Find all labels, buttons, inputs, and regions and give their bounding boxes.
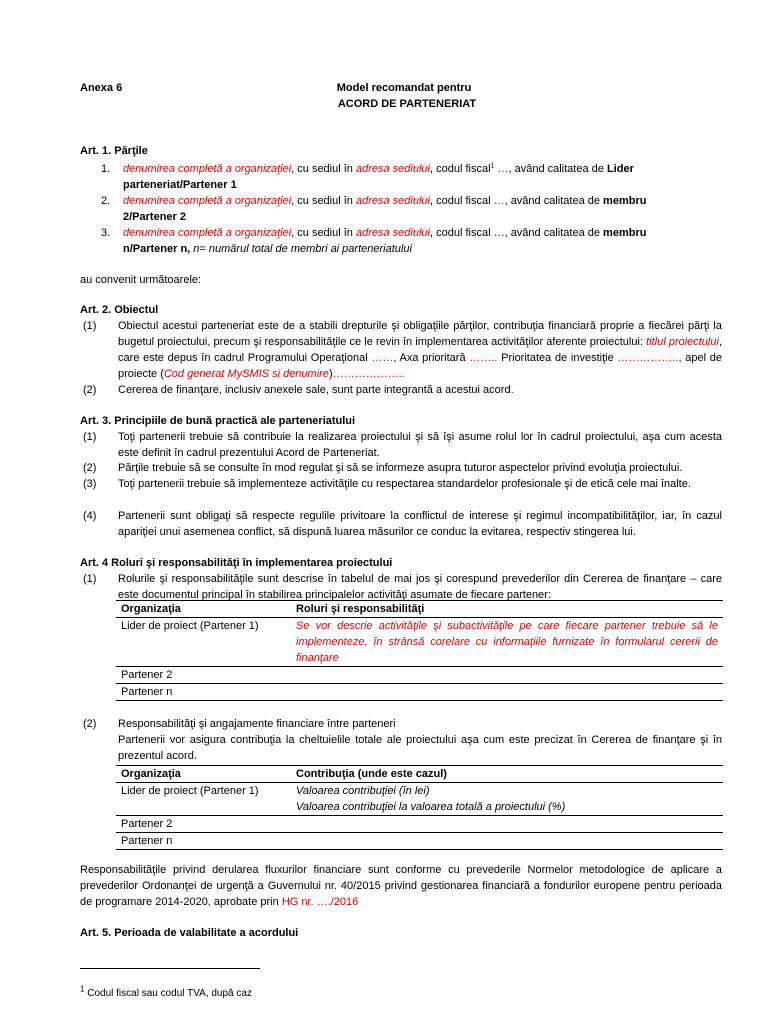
art3-item-3: Toţi partenerii trebuie să implementeze activităţile cu respectarea standardelor profesionale şi de etică cele mai înalte. bbox=[118, 478, 691, 490]
footnote-divider bbox=[80, 968, 260, 969]
art3-item-4: Partenerii sunt obligaţi să respecte regulile privitoare la conflictul de interese şi regimul incompatibilităţilor, iar, în cazul apariţiei unui asemenea conflict, să dispună luarea măsurilor ce conduc la evitarea, respectiv stingerea lui. bbox=[118, 510, 722, 538]
art4-heading: Art. 4 Roluri şi responsabilităţi în implementarea proiectului bbox=[80, 557, 393, 569]
art3-heading: Art. 3. Principiile de bună practică ale parteneriatului bbox=[80, 415, 356, 427]
art1-item-1-number: 1. bbox=[101, 163, 111, 175]
art2-p1-number: (1) bbox=[83, 320, 97, 332]
table-header-row bbox=[116, 766, 723, 783]
agreed-text: au convenit următoarele: bbox=[80, 274, 202, 286]
art1-item-3-number: 3. bbox=[101, 227, 111, 239]
table-header-cell: Roluri şi responsabilităţi bbox=[291, 601, 723, 618]
table-header-cell: Organizaţia bbox=[116, 766, 291, 783]
financial-flows-paragraph: Responsabilităţile privind derularea fluxurilor financiare sunt conforme cu prevederile Normelor metodologice de aplicare a prevederilor Ordonanţei de urgenţă a Guvernului nr. 40/2015 privind gestionarea financiară a fondurilor europene pentru perioada de programare 2014-2020, aprobate prin HG nr. …./2016 bbox=[80, 864, 722, 908]
table-row bbox=[116, 684, 723, 701]
table-cell: Se vor descrie activităţile şi subactivităţile pe care fiecare partener trebuie să le implementeze, în strânsă corelare cu informaţiile furnizate în formularul cererii de finanţare bbox=[291, 618, 723, 667]
art1-item-1: denumirea completă a organizaţiei, cu sediul în adresa sediului, codul fiscal$^1$ …, având calitatea de Lider parteneriat/Partener 1 bbox=[123, 162, 634, 191]
table-header-row bbox=[116, 601, 723, 618]
footnote-ref: 1 bbox=[490, 162, 495, 170]
art1-item-3: denumirea completă a organizaţiei, cu sediul în adresa sediului, codul fiscal …, având calitatea de membru n/Partener n, n= numărul total de membri ai parteneriatului bbox=[123, 227, 647, 255]
title-line-1: Model recomandat pentru bbox=[336, 82, 472, 94]
art1-item-2: denumirea completă a organizaţiei, cu sediul în adresa sediului, codul fiscal …, având calitatea de membru 2/Partener 2 bbox=[123, 195, 647, 223]
art1-item-2-number: 2. bbox=[101, 195, 111, 207]
art3-item-1: Toţi partenerii trebuie să contribuie la realizarea proiectului şi să îşi asume rolul lor în cadrul proiectului, aşa cum acesta este definit în cadrul prezentului Acord de Parteneriat. bbox=[118, 431, 722, 459]
table-row bbox=[116, 618, 723, 667]
table-row bbox=[116, 667, 723, 684]
table-header-cell: Organizaţia bbox=[116, 601, 291, 618]
footnote: $^1$ Codul fiscal sau codul TVA, după caz bbox=[80, 984, 252, 999]
art4-paragraph-1: Rolurile şi responsabilităţile sunt descrise în tabelul de mai jos şi corespund prevederilor din Cererea de finanţare – care este documentul principal în stabilirea principalelor activităţi asumate de fiecare partener: bbox=[118, 573, 722, 601]
table-cell bbox=[291, 684, 723, 701]
contribution-table bbox=[116, 765, 723, 850]
title-line-2: ACORD DE PARTENERIAT bbox=[337, 98, 477, 110]
table-cell: Lider de proiect (Partener 1) bbox=[116, 783, 291, 816]
table-cell: Lider de proiect (Partener 1) bbox=[116, 618, 291, 667]
annex-label: Anexa 6 bbox=[80, 82, 123, 94]
roles-table bbox=[116, 600, 723, 701]
art1-heading: Art. 1. Părţile bbox=[80, 145, 148, 157]
table-row bbox=[116, 833, 723, 850]
art5-heading: Art. 5. Perioada de valabilitate a acordului bbox=[80, 927, 299, 939]
table-header-cell: Contribuţia (unde este cazul) bbox=[291, 766, 723, 783]
art3-item-1-number: (1) bbox=[83, 431, 97, 443]
table-cell bbox=[291, 816, 723, 833]
table-row bbox=[116, 783, 723, 816]
art4-p2-title: Responsabilităţi şi angajamente financiare între parteneri bbox=[118, 718, 396, 730]
art3-item-3-number: (3) bbox=[83, 478, 97, 490]
table-cell: Partener 2 bbox=[116, 667, 291, 684]
art4-p2-number: (2) bbox=[83, 718, 97, 730]
table-cell bbox=[291, 833, 723, 850]
art3-item-2: Părţile trebuie să se consulte în mod regulat şi să se informeze asupra tuturor aspectelor privind evoluţia proiectului. bbox=[118, 462, 683, 474]
table-cell: Partener n bbox=[116, 833, 291, 850]
table-cell: Partener 2 bbox=[116, 816, 291, 833]
art3-item-4-number: (4) bbox=[83, 510, 97, 522]
art3-item-2-number: (2) bbox=[83, 462, 97, 474]
table-cell: Partener n bbox=[116, 684, 291, 701]
art2-paragraph-1: Obiectul acestui parteneriat este de a stabili drepturile şi obligaţiile părţilor, contribuţia financiară proprie a fiecărei părţi la bugetul proiectului, precum şi responsabilităţile ce le revin în implementarea activităţilor aferente proiectului: titlul proiectului, care este depus în cadrul Programului Operaţional ……, Axa prioritară …….. Prioritatea de investiţie …………….., apel de proiecte (Cod generat MySMIS si denumire)……………….. bbox=[118, 320, 723, 380]
art2-p2-number: (2) bbox=[83, 384, 97, 396]
art2-heading: Art. 2. Obiectul bbox=[80, 304, 159, 316]
table-row bbox=[116, 816, 723, 833]
art2-paragraph-2: Cererea de finanţare, inclusiv anexele sale, sunt parte integrantă a acestui acord. bbox=[118, 384, 514, 396]
art4-paragraph-2: Partenerii vor asigura contribuţia la cheltuielile totale ale proiectului aşa cum este precizat în Cererea de finanţare şi în prezentul acord. bbox=[118, 734, 722, 762]
table-cell: Valoarea contribuţiei (în lei) Valoarea contribuţiei la valoarea totală a proiectului (%) bbox=[291, 783, 723, 816]
table-cell bbox=[291, 667, 723, 684]
art4-p1-number: (1) bbox=[83, 573, 97, 585]
